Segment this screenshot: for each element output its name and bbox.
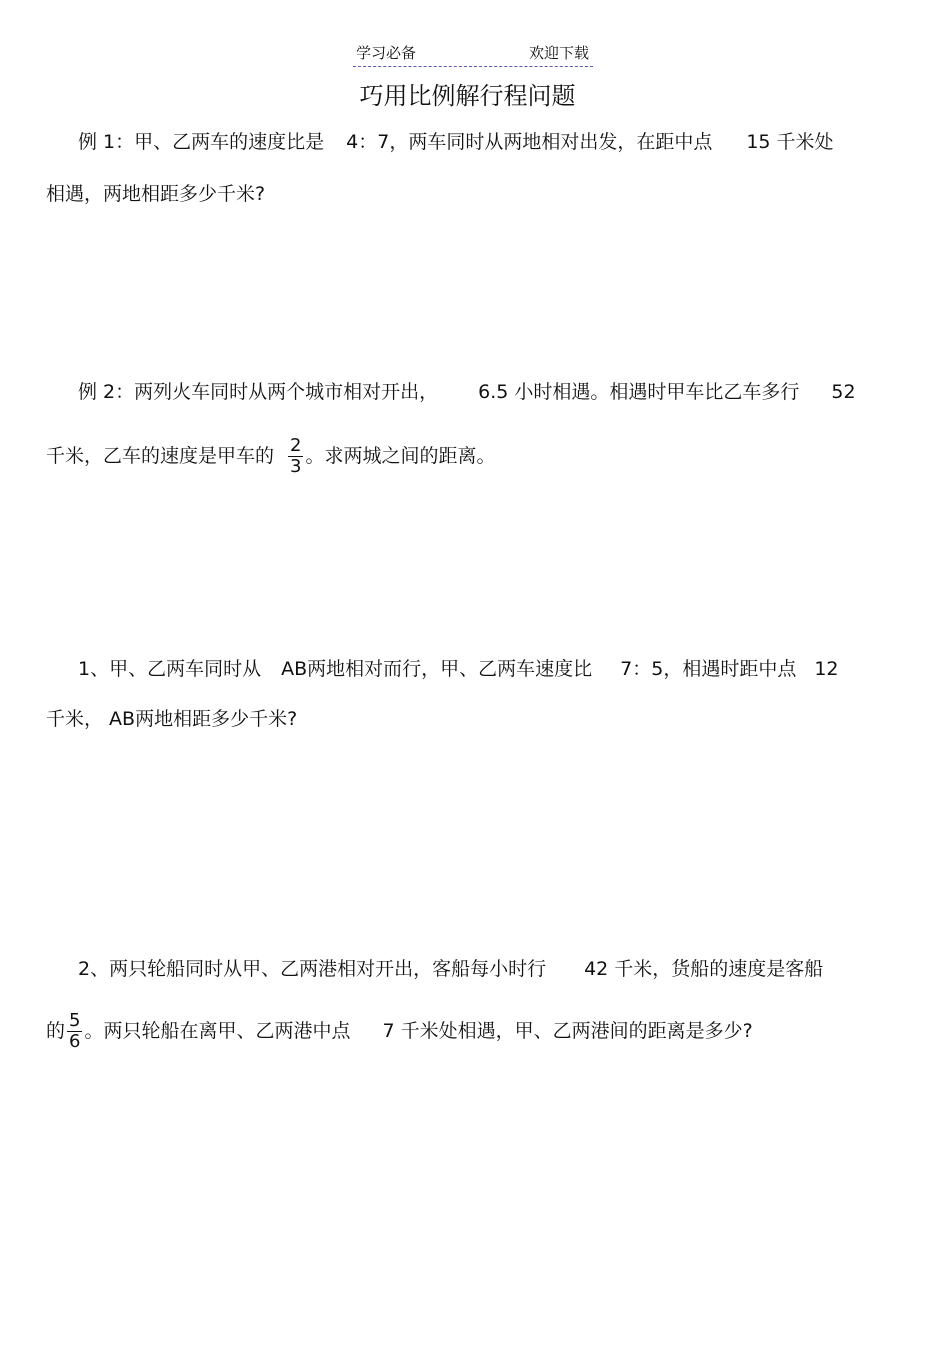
- example1-line1: [78, 130, 834, 154]
- example2-line2-text-a: 千米，乙车的速度是甲车的: [46, 445, 275, 467]
- page-header: [353, 42, 593, 67]
- problem2-line2-text-a: 的: [46, 1020, 66, 1042]
- fraction-numerator: 5: [69, 1010, 81, 1031]
- example2-text-a: 例 2：两列火车同时从两个城市相对开出，: [78, 381, 439, 403]
- problem1-text-b: AB两地相对而行，甲、乙两车速度比: [281, 658, 593, 680]
- example2-text-c: 52: [831, 381, 856, 403]
- problem1-text-a: 1、甲、乙两车同时从: [78, 658, 262, 680]
- fraction-two-thirds: [288, 436, 303, 477]
- problem2-line2-text-b: 。两只轮船在离甲、乙两港中点: [84, 1020, 351, 1042]
- fraction-numerator: 2: [290, 435, 302, 456]
- fraction-denominator: 3: [290, 456, 302, 477]
- problem1-text-d: 12: [814, 658, 839, 680]
- problem1-line1: [78, 657, 839, 681]
- example1-text-b: 4：7，两车同时从两地相对出发，在距中点: [346, 131, 713, 153]
- example1-line2: 相遇，两地相距多少千米?: [46, 183, 266, 205]
- header-right-text: 欢迎下载: [528, 44, 589, 62]
- example2-text-b: 6.5 小时相遇。相遇时甲车比乙车多行: [478, 381, 800, 403]
- example1-text-a: 例 1：甲、乙两车的速度比是: [78, 131, 325, 153]
- fraction-denominator: 6: [69, 1031, 81, 1052]
- fraction-five-sixths: [67, 1011, 82, 1052]
- header-left-text: 学习必备: [356, 44, 417, 62]
- example2-line2: [46, 430, 495, 482]
- example2-line2-text-b: 。求两城之间的距离。: [305, 445, 496, 467]
- page-title: 巧用比例解行程问题: [359, 82, 576, 110]
- example2-line1: [78, 380, 856, 404]
- example1-text-c: 15 千米处: [746, 131, 834, 153]
- problem2-line1: [78, 957, 823, 981]
- problem2-text-b: 42 千米，货船的速度是客船: [584, 958, 824, 980]
- problem2-line2-text-c: 7 千米处相遇，甲、乙两港间的距离是多少?: [382, 1020, 753, 1042]
- problem2-text-a: 2、两只轮船同时从甲、乙两港相对开出，客船每小时行: [78, 958, 547, 980]
- problem1-text-c: 7：5，相遇时距中点: [620, 658, 797, 680]
- problem2-line2: [46, 1005, 753, 1057]
- problem1-line2: 千米， AB两地相距多少千米?: [46, 708, 298, 730]
